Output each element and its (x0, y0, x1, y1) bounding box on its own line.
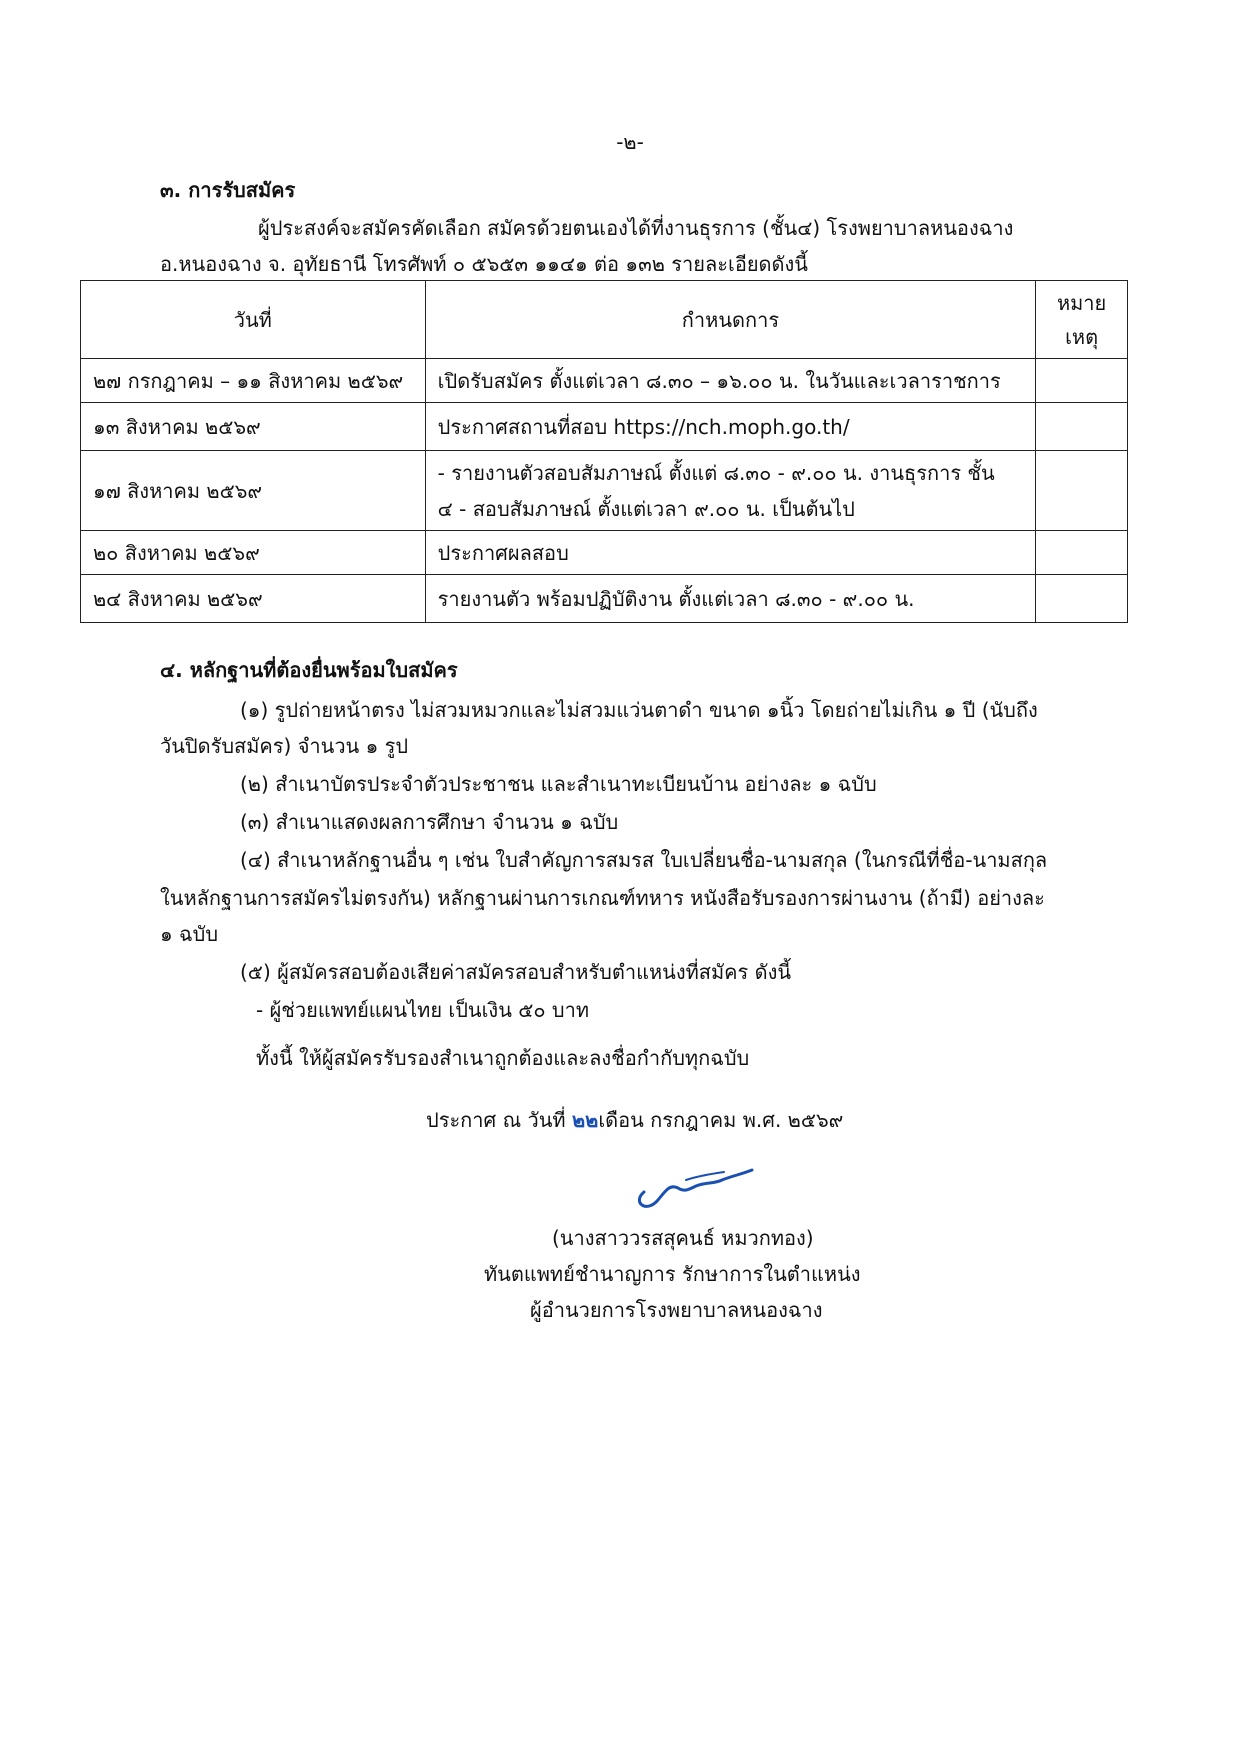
row-date: ๒๗ กรกฎาคม – ๑๑ สิงหาคม ๒๕๖๙ (81, 359, 426, 403)
row-schedule (425, 451, 1036, 531)
row-date: ๑๗ สิงหาคม ๒๕๖๙ (81, 451, 426, 531)
header-schedule: กำหนดการ (425, 281, 1036, 359)
table-row (81, 531, 1128, 575)
row-schedule: ประกาศผลสอบ (425, 531, 1036, 575)
section4-item5-fee: - ผู้ช่วยแพทย์แผนไทย เป็นเงิน ๕๐ บาท (256, 998, 590, 1022)
section4-item4-line3: ๑ ฉบับ (160, 922, 219, 946)
table-row (81, 575, 1128, 623)
signatory-title-line1: ทันตแพทย์ชำนาญการ รักษาการในตำแหน่ง (484, 1262, 861, 1286)
row-remark (1036, 359, 1128, 403)
schedule-table (80, 280, 1128, 623)
row-remark (1036, 451, 1128, 531)
row-date: ๑๓ สิงหาคม ๒๕๖๙ (81, 403, 426, 451)
signatory-name: (นางสาววรสสุคนธ์ หมวกทอง) (552, 1226, 814, 1250)
row-remark (1036, 531, 1128, 575)
section4-item1-line2: วันปิดรับสมัคร) จำนวน ๑ รูป (160, 734, 409, 758)
header-date: วันที่ (81, 281, 426, 359)
row-remark (1036, 403, 1128, 451)
row-date: ๒๐ สิงหาคม ๒๕๖๙ (81, 531, 426, 575)
section4-heading: ๔. หลักฐานที่ต้องยื่นพร้อมใบสมัคร (160, 658, 458, 682)
announcement-prefix: ประกาศ ณ วันที่ (426, 1108, 566, 1132)
certify-statement: ทั้งนี้ ให้ผู้สมัครรับรองสำเนาถูกต้องและลงชื่อกำกับทุกฉบับ (256, 1046, 750, 1070)
header-remark (1036, 281, 1128, 359)
row-schedule: รายงานตัว พร้อมปฏิบัติงาน ตั้งแต่เวลา ๘.๓๐ - ๙.๐๐ น. (425, 575, 1036, 623)
announcement-day: ๒๒ (571, 1108, 599, 1132)
section4-item4-line2: ในหลักฐานการสมัครไม่ตรงกัน) หลักฐานผ่านการเกณฑ์ทหาร หนังสือรับรองการผ่านงาน (ถ้ามี) อย่างละ (160, 886, 1045, 910)
table-header-row (81, 281, 1128, 359)
page-number: -๒- (616, 130, 644, 154)
row-schedule: เปิดรับสมัคร ตั้งแต่เวลา ๘.๓๐ – ๑๖.๐๐ น. ในวันและเวลาราชการ (425, 359, 1036, 403)
header-remark-line1: หมาย (1056, 290, 1107, 315)
row-schedule-line2: ๔ - สอบสัมภาษณ์ ตั้งแต่เวลา ๙.๐๐ น. เป็นต้นไป (437, 496, 855, 521)
section3-heading: ๓. การรับสมัคร (160, 178, 296, 202)
row-schedule-line1: - รายงานตัวสอบสัมภาษณ์ ตั้งแต่ ๘.๓๐ - ๙.๐๐ น. งานธุรการ ชั้น (437, 460, 995, 485)
table-row (81, 359, 1128, 403)
section4-item1-line1: (๑) รูปถ่ายหน้าตรง ไม่สวมหมวกและไม่สวมแว่นตาดำ ขนาด ๑นิ้ว โดยถ่ายไม่เกิน ๑ ปี (นับถึง (240, 698, 1038, 722)
row-remark (1036, 575, 1128, 623)
announcement-suffix: เดือน กรกฎาคม พ.ศ. ๒๕๖๙ (598, 1108, 844, 1132)
section4-item3: (๓) สำเนาแสดงผลการศึกษา จำนวน ๑ ฉบับ (240, 810, 619, 834)
header-remark-line2: เหตุ (1065, 324, 1099, 349)
table-row (81, 403, 1128, 451)
table-row (81, 451, 1128, 531)
signatory-title-line2: ผู้อำนวยการโรงพยาบาลหนองฉาง (530, 1298, 823, 1322)
section4-item2: (๒) สำเนาบัตรประจำตัวประชาชน และสำเนาทะเบียนบ้าน อย่างละ ๑ ฉบับ (240, 772, 877, 796)
section4-item4-line1: (๔) สำเนาหลักฐานอื่น ๆ เช่น ใบสำคัญการสมรส ใบเปลี่ยนชื่อ-นามสกุล (ในกรณีที่ชื่อ-นามสกุล (240, 848, 1048, 872)
section3-paragraph-line1: ผู้ประสงค์จะสมัครคัดเลือก สมัครด้วยตนเองได้ที่งานธุรการ (ชั้น๔) โรงพยาบาลหนองฉาง (258, 216, 1014, 240)
row-schedule: ประกาศสถานที่สอบ https://nch.moph.go.th/ (425, 403, 1036, 451)
row-date: ๒๔ สิงหาคม ๒๕๖๙ (81, 575, 426, 623)
section4-item5: (๕) ผู้สมัครสอบต้องเสียค่าสมัครสอบสำหรับตำแหน่งที่สมัคร ดังนี้ (240, 960, 792, 984)
announcement-date-line (426, 1106, 843, 1134)
signature-mark (626, 1150, 756, 1220)
section3-paragraph-line2: อ.หนองฉาง จ. อุทัยธานี โทรศัพท์ ๐ ๕๖๕๓ ๑๑๔๑ ต่อ ๑๓๒ รายละเอียดดังนี้ (160, 252, 808, 276)
